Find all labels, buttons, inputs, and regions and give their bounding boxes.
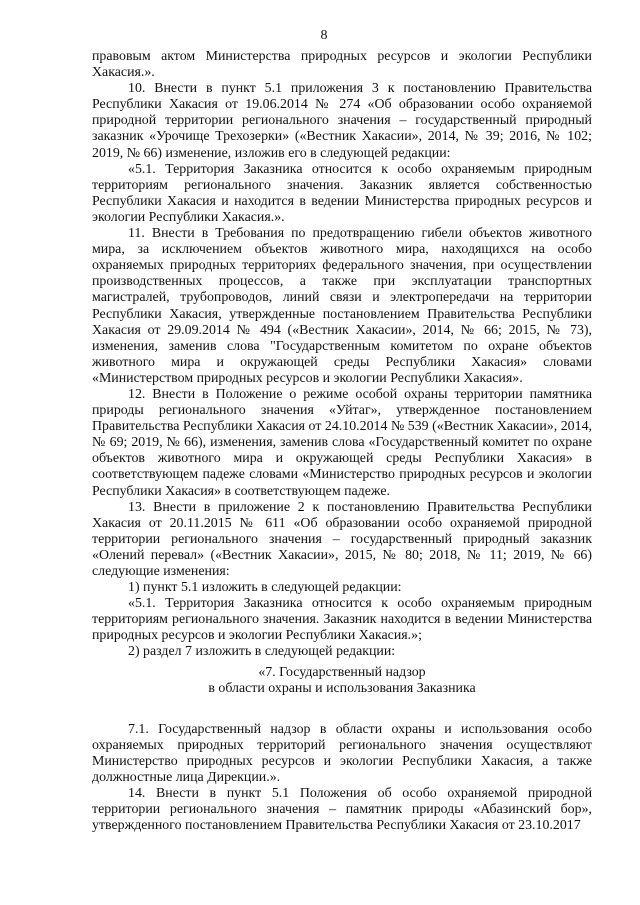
paragraph-continuation: правовым актом Министерства природных ресурсов и экологии Республики Хакасия.». [92, 49, 592, 81]
section-heading-line-1: «7. Государственный надзор [258, 664, 426, 680]
section-heading-line-2: в области охраны и использования Заказника [208, 680, 476, 696]
paragraph-item-11: 11. Внести в Требования по предотвращению гибели объектов животного мира, за исключением объектов животного мира, находящихся на особо охраняемых природных территориях федерального значения, при осуществлении производственных процессов, а также при эксплуатации транспортных магистралей, трубопроводов, линий связи и электропередачи на территории Республики Хакасия, утвержденные постановлением Правительства Республики Хакасия от 29.09.2014 № 494 («Вестник Хакасии», 2014, № 66; 2015, № 73), изменения, заменив слова "Государственным комитетом по охране объектов животного мира и окружающей среды Республики Хакасия» словами «Министерством природных ресурсов и экологии Республики Хакасия». [92, 226, 592, 386]
paragraph-item-13: 13. Внести в приложение 2 к постановлению Правительства Республики Хакасия от 20.11.2015 № 611 «Об образовании особо охраняемой природной территории регионального значения – государственный природный заказник «Олений перевал» («Вестник Хакасии», 2015, № 80; 2018, № 11; 2019, № 66) следующие изменения: [92, 499, 592, 579]
page-number: 8 [320, 28, 328, 43]
paragraph-quote-5-1-second: «5.1. Территория Заказника относится к особо охраняемым природным территориям регионального значения. Заказник находится в ведении Министерства природных ресурсов и экологии Республики Хакасия.»; [92, 596, 592, 644]
paragraph-subitem-2: 2) раздел 7 изложить в следующей редакции: [128, 644, 396, 660]
paragraph-item-10: 10. Внести в пункт 5.1 приложения 3 к постановлению Правительства Республики Хакасия от 19.06.2014 № 274 «Об образовании особо охраняемой природной территории регионального значения – государственный природный заказник «Урочище Трехозерки» («Вестник Хакасии», 2014, № 39; 2016, № 102; 2019, № 66) изменение, изложив его в следующей редакции: [92, 81, 592, 161]
paragraph-item-12: 12. Внести в Положение о режиме особой охраны территории памятника природы регионального значения «Уйтаг», утвержденное постановлением Правительства Республики Хакасия от 24.10.2014 № 539 («Вестник Хакасии», 2014, № 69; 2019, № 66), изменения, заменив слова «Государственный комитет по охране объектов животного мира и окружающей среды Республики Хакасия» в соответствующем падеже словами «Министерство природных ресурсов и экологии Республики Хакасия» в соответствующем падеже. [92, 386, 592, 499]
paragraph-quote-5-1: «5.1. Территория Заказника относится к особо охраняемым природным территориям регионального значения. Заказник является собственностью Республики Хакасия и находится в ведении Министерства природных ресурсов и экологии Республики Хакасия.». [92, 161, 592, 225]
paragraph-item-14: 14. Внести в пункт 5.1 Положения об особо охраняемой природной территории регионального значения – памятник природы «Абазинский бор», утвержденного постановлением Правительства Республики Хакасия от 23.10.2017 [92, 786, 592, 834]
spacer [92, 697, 592, 722]
document-body [92, 49, 592, 834]
paragraph-item-7-1: 7.1. Государственный надзор в области охраны и использования особо охраняемых природных территорий регионального значения осуществляют Министерство природных ресурсов и экологии Республики Хакасия, а также должностные лица Дирекции.». [92, 721, 592, 786]
paragraph-subitem-1: 1) пункт 5.1 изложить в следующей редакции: [128, 580, 402, 596]
